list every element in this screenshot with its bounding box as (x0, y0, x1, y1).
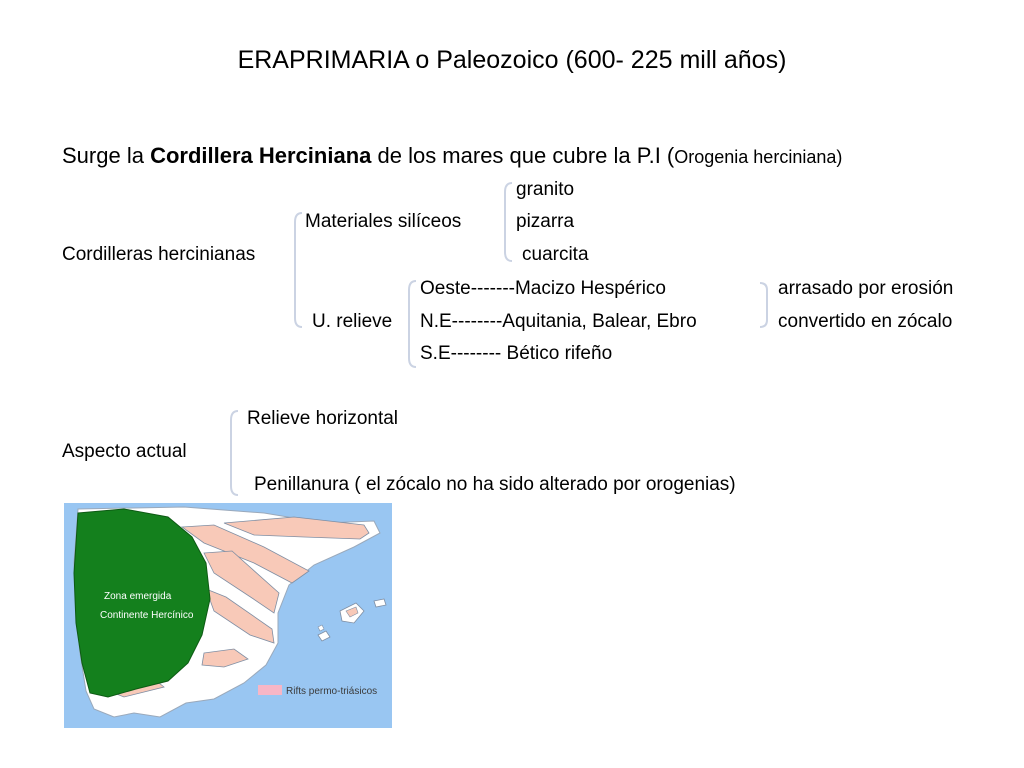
intro-prefix: Surge la (62, 143, 151, 168)
relieve-label: U. relieve (312, 311, 393, 332)
relieve-oeste: Oeste-------Macizo Hespérico (420, 278, 666, 299)
intro-sentence (62, 142, 842, 171)
result-zocalo: convertido en zócalo (778, 311, 953, 332)
relieve-ne: N.E--------Aquitania, Balear, Ebro (420, 311, 697, 332)
material-pizarra: pizarra (516, 211, 575, 232)
intro-bold: Cordillera Herciniana (150, 143, 372, 168)
cordilleras-label: Cordilleras hercinianas (62, 244, 256, 265)
cordilleras-brace (290, 210, 304, 330)
aspecto-brace (226, 408, 240, 498)
aspecto-relieve-horizontal: Relieve horizontal (247, 408, 399, 429)
intro-suffix: Orogenia herciniana) (674, 147, 843, 167)
relieve-brace (404, 278, 418, 370)
materiales-brace (500, 180, 514, 264)
zone-label-1: Zona emergida (104, 591, 172, 602)
intro-middle: de los mares que cubre la P.I ( (371, 143, 675, 168)
paleogeographic-map (64, 503, 392, 728)
material-granito: granito (516, 179, 575, 200)
legend-swatch (258, 685, 282, 695)
material-cuarcita: cuarcita (522, 244, 589, 265)
result-arrasado: arrasado por erosión (778, 278, 954, 299)
relieve-se: S.E-------- Bético rifeño (420, 343, 613, 364)
aspecto-penillanura: Penillanura ( el zócalo no ha sido alterado por orogenias) (254, 474, 736, 495)
materiales-label: Materiales silíceos (305, 211, 462, 232)
result-brace (756, 280, 770, 330)
zone-label-2: Continente Hercínico (100, 610, 194, 621)
legend-label: Rifts permo-triásicos (286, 686, 378, 697)
slide-title: ERAPRIMARIA o Paleozoico (600- 225 mill años) (237, 46, 787, 74)
aspecto-label: Aspecto actual (62, 441, 187, 462)
